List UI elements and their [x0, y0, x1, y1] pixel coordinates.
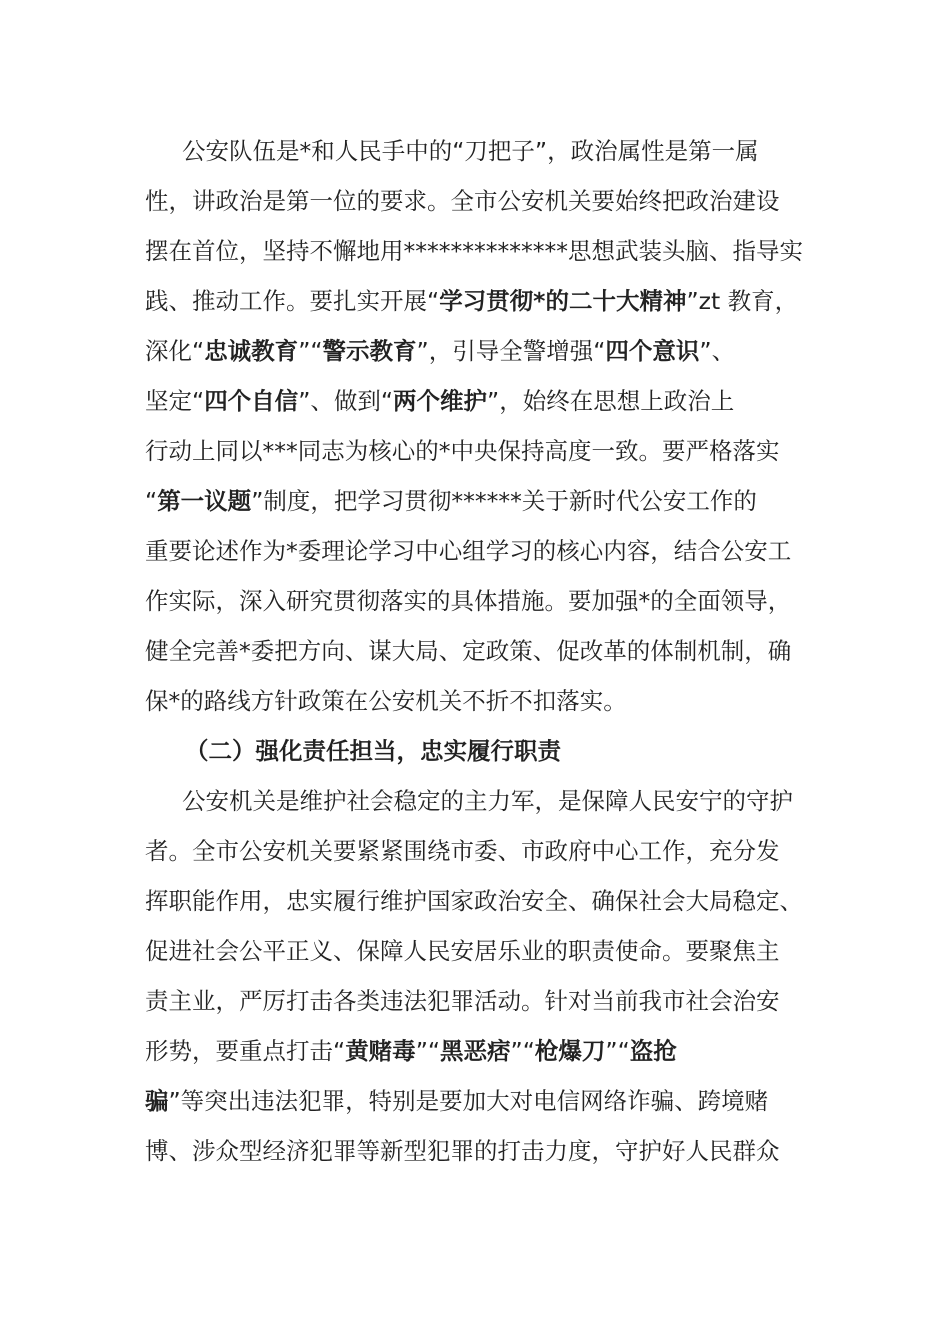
- section-heading: （二）强化责任担当，忠实履行职责: [185, 737, 561, 765]
- text-run: 重要论述作为*委理论学习中心组学习的核心内容，结合公安工: [145, 537, 792, 565]
- text-line: [145, 876, 825, 926]
- text-line: [145, 276, 825, 326]
- bold-text-run: 四个意识: [605, 337, 700, 365]
- text-run: 公安队伍是*和人民手中的“刀把子”，政治属性是第一属: [182, 137, 759, 165]
- text-line: [145, 826, 825, 876]
- text-run: 公安机关是维护社会稳定的主力军，是保障人民安宁的守护: [182, 787, 793, 815]
- bold-text-run: 忠诚教育: [204, 337, 299, 365]
- bold-text-run: 学习贯彻*的二十大精神: [439, 287, 687, 315]
- text-line: [145, 1076, 825, 1126]
- text-run: ”zt 教育，: [686, 287, 799, 315]
- text-run: ”，引导全警增强“: [416, 337, 606, 365]
- text-run: 形势，要重点打击“: [145, 1037, 346, 1065]
- text-line: [145, 926, 825, 976]
- text-line: [145, 376, 825, 426]
- text-run: 深化“: [145, 337, 205, 365]
- text-line: [145, 576, 825, 626]
- text-run: 健全完善*委把方向、谋大局、定政策、促改革的体制机制，确: [145, 637, 792, 665]
- bold-text-run: 枪爆刀: [534, 1037, 606, 1065]
- text-run: 行动上同以***同志为核心的*中央保持高度一致。要严格落实: [145, 437, 780, 465]
- bold-text-run: 骗: [145, 1087, 169, 1115]
- text-run: 责主业，严厉打击各类违法犯罪活动。针对当前我市社会治安: [145, 987, 780, 1015]
- text-run: 践、推动工作。要扎实开展“: [145, 287, 440, 315]
- text-run: ”“: [415, 1037, 441, 1065]
- text-run: 坚定“: [145, 387, 205, 415]
- text-line: [145, 776, 825, 826]
- text-run: ”、做到“: [298, 387, 394, 415]
- text-line: [145, 676, 825, 726]
- bold-text-run: 黄赌毒: [345, 1037, 416, 1065]
- text-line: [145, 1026, 825, 1076]
- text-line: [145, 476, 825, 526]
- text-run: 挥职能作用，忠实履行维护国家政治安全、确保社会大局稳定、: [145, 887, 803, 915]
- text-line: [145, 526, 825, 576]
- text-run: 者。全市公安机关要紧紧围绕市委、市政府中心工作，充分发: [145, 837, 780, 865]
- text-run: 保*的路线方针政策在公安机关不折不扣落实。: [145, 687, 627, 715]
- text-run: ”制度，把学习贯彻******关于新时代公安工作的: [251, 487, 757, 515]
- text-run: 性，讲政治是第一位的要求。全市公安机关要始终把政治建设: [145, 187, 780, 215]
- bold-text-run: 四个自信: [204, 387, 299, 415]
- text-run: ”等突出违法犯罪，特别是要加大对电信网络诈骗、跨境赌: [168, 1087, 769, 1115]
- text-line: [145, 326, 825, 376]
- text-line: [145, 1126, 825, 1176]
- text-run: ”“: [298, 337, 323, 365]
- text-line: [145, 176, 825, 226]
- text-line: [145, 976, 825, 1026]
- text-line: [145, 626, 825, 676]
- text-run: ”“: [510, 1037, 535, 1065]
- text-line: [145, 126, 825, 176]
- bold-text-run: 两个维护: [393, 387, 488, 415]
- text-line: [145, 226, 825, 276]
- text-run: 博、涉众型经济犯罪等新型犯罪的打击力度，守护好人民群众: [145, 1137, 780, 1165]
- text-run: 作实际，深入研究贯彻落实的具体措施。要加强*的全面领导，: [145, 587, 792, 615]
- bold-text-run: 警示教育: [322, 337, 417, 365]
- text-run: ”，始终在思想上政治上: [487, 387, 735, 415]
- text-line: [145, 426, 825, 476]
- bold-text-run: 第一议题: [157, 487, 252, 515]
- text-run: 促进社会公平正义、保障人民安居乐业的职责使命。要聚焦主: [145, 937, 780, 965]
- text-run: “: [145, 487, 158, 515]
- text-run: 摆在首位，坚持不懈地用**************思想武装头脑、指导实: [145, 237, 803, 265]
- bold-text-run: 盗抢: [629, 1037, 677, 1065]
- text-run: ”、: [699, 337, 736, 365]
- document-body: [145, 126, 825, 1176]
- text-run: ”“: [605, 1037, 630, 1065]
- bold-text-run: 黑恶痞: [440, 1037, 511, 1065]
